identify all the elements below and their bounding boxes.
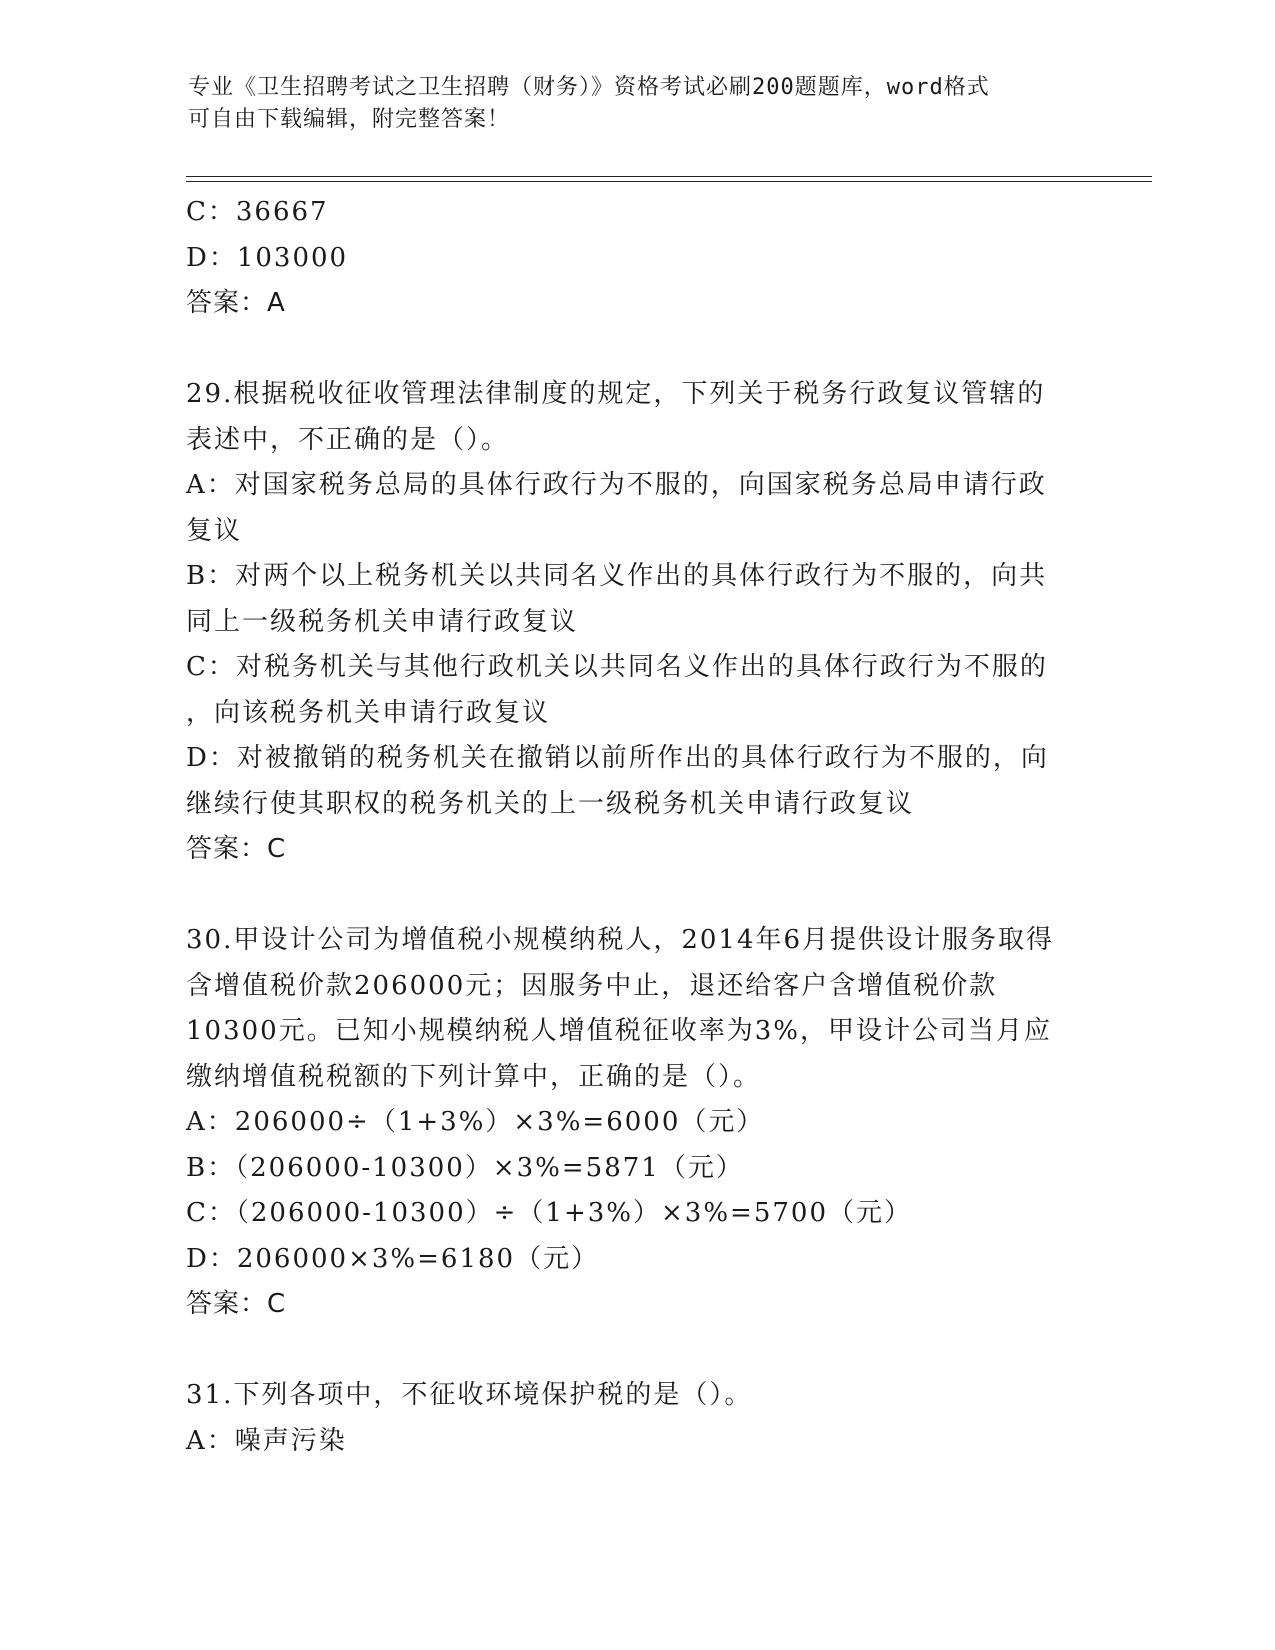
question-stem: 表述中，不正确的是（）。 bbox=[186, 424, 510, 455]
question-stem: 含增值税价款206000元；因服务中止，退还给客户含增值税价款 bbox=[186, 970, 998, 1001]
option-b: B：（206000-10300）×3%=5871（元） bbox=[186, 1152, 744, 1183]
option-b: B：对两个以上税务机关以共同名义作出的具体行政行为不服的，向共 bbox=[186, 561, 1048, 591]
header-line-1: 专业《卫生招聘考试之卫生招聘（财务）》资格考试必刷200题题库，word格式 bbox=[188, 75, 990, 100]
option-d: D：206000×3%=6180（元） bbox=[186, 1243, 600, 1274]
answer: 答案：C bbox=[186, 834, 287, 864]
spacer bbox=[186, 873, 1086, 919]
option-a: A：对国家税务总局的具体行政行为不服的，向国家税务总局申请行政 bbox=[186, 470, 1047, 500]
option-d: D：对被撤销的税务机关在撤销以前所作出的具体行政行为不服的，向 bbox=[186, 743, 1049, 773]
question-stem: 29.根据税收征收管理法律制度的规定，下列关于税务行政复议管辖的 bbox=[186, 379, 1046, 409]
option-a: 复议 bbox=[186, 515, 243, 546]
page-header bbox=[188, 72, 1068, 136]
answer: 答案：A bbox=[186, 288, 286, 318]
question-stem: 10300元。已知小规模纳税人增值税征收率为3%，甲设计公司当月应 bbox=[186, 1016, 1052, 1046]
answer: 答案：C bbox=[186, 1289, 287, 1319]
header-line-2: 可自由下载编辑，附完整答案！ bbox=[188, 107, 511, 132]
option-a: A：206000÷（1+3%）×3%=6000（元） bbox=[186, 1107, 765, 1137]
question-stem: 31.下列各项中，不征收环境保护税的是（）。 bbox=[186, 1380, 753, 1410]
question-29 bbox=[186, 372, 1086, 873]
question-stem: 缴纳增值税税额的下列计算中，正确的是（）。 bbox=[186, 1061, 762, 1092]
option-d: D：103000 bbox=[186, 242, 349, 273]
header-rule-top bbox=[186, 176, 1152, 177]
option-c: C：36667 bbox=[186, 197, 329, 227]
question-30 bbox=[186, 918, 1086, 1328]
header-rule-bottom bbox=[186, 181, 1152, 182]
option-c: C：（206000-10300）÷（1+3%）×3%=5700（元） bbox=[186, 1198, 912, 1228]
spacer bbox=[186, 327, 1086, 373]
question-31 bbox=[186, 1373, 1086, 1464]
option-c: C：对税务机关与其他行政机关以共同名义作出的具体行政行为不服的 bbox=[186, 652, 1048, 682]
option-c: ，向该税务机关申请行政复议 bbox=[186, 697, 551, 728]
option-b: 同上一级税务机关申请行政复议 bbox=[186, 606, 579, 637]
question-28-tail bbox=[186, 190, 1086, 327]
question-stem: 30.甲设计公司为增值税小规模纳税人，2014年6月提供设计服务取得 bbox=[186, 925, 1055, 955]
spacer bbox=[186, 1328, 1086, 1374]
option-d: 继续行使其职权的税务机关的上一级税务机关申请行政复议 bbox=[186, 788, 915, 819]
document-body bbox=[186, 190, 1086, 1464]
option-a: A：噪声污染 bbox=[186, 1425, 347, 1456]
